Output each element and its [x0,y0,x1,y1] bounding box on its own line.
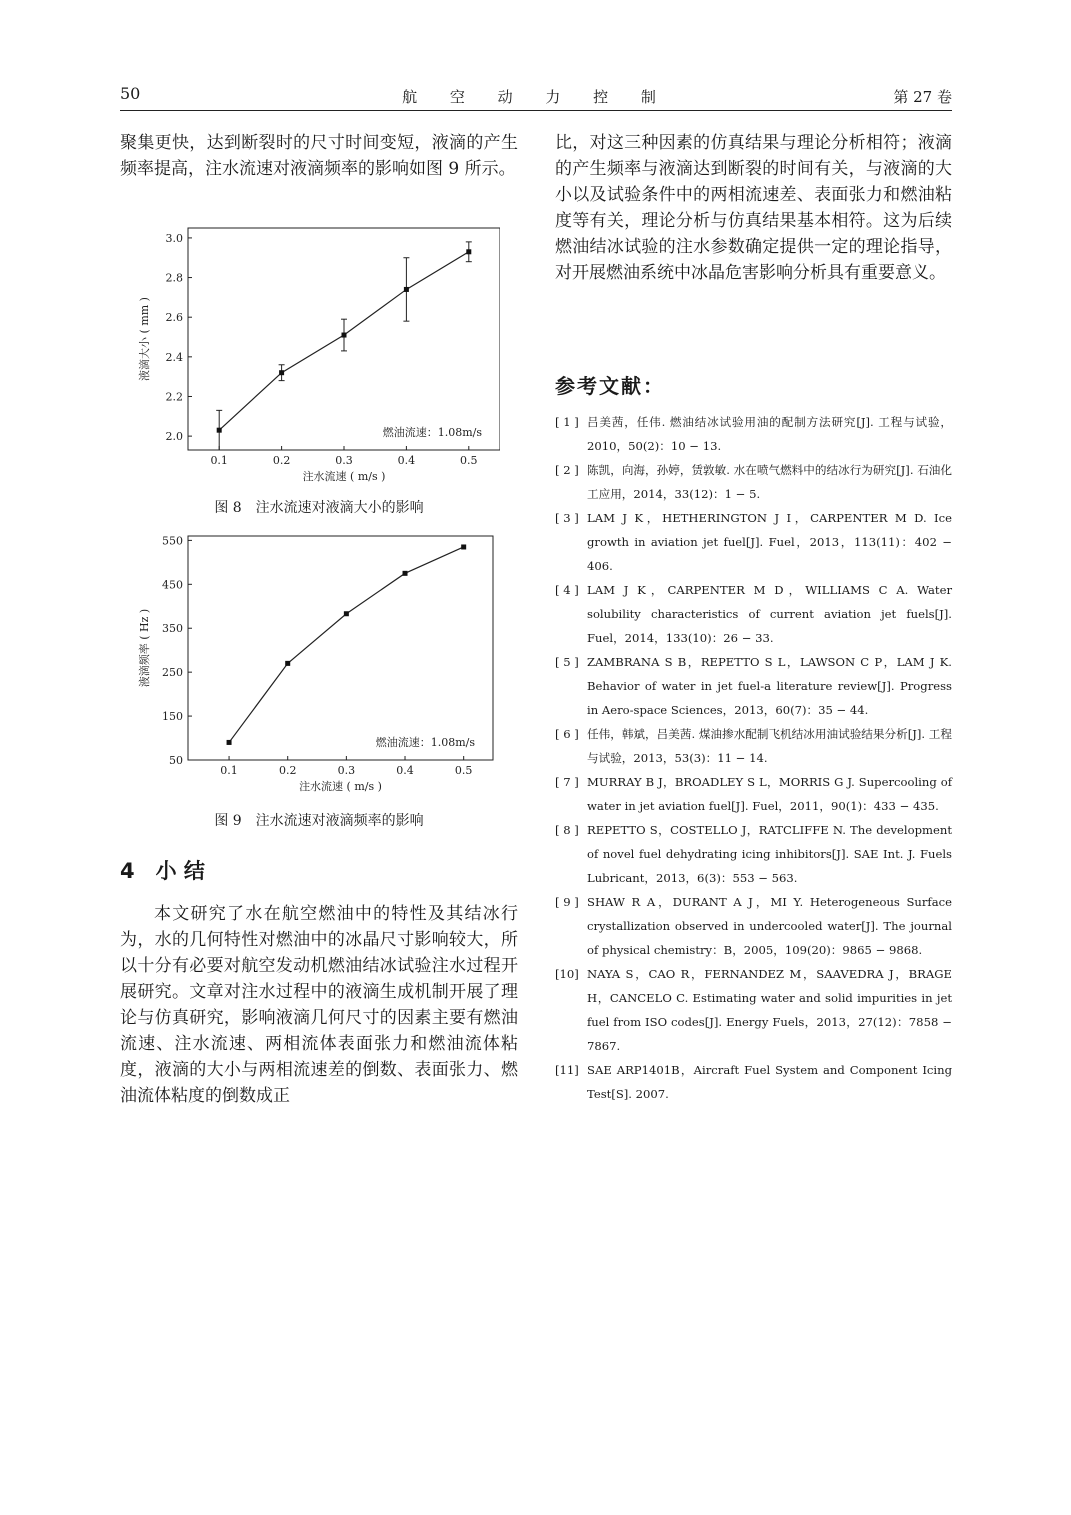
x-tick-label: 0.1 [210,454,228,467]
reference-text: SAE ARP1401B，Aircraft Fuel System and Component Icing Test[S]. 2007. [587,1063,952,1101]
figure-8-chart [130,220,500,490]
reference-item [555,890,952,962]
reference-item [555,506,952,578]
chart-annotation: 燃油流速：1.08m/s [375,736,475,749]
page-number: 50 [120,84,141,103]
reference-number: [ 2 ] [555,463,579,477]
left-top-paragraph: 聚集更快，达到断裂时的尺寸时间变短，液滴的产生频率提高，注水流速对液滴频率的影响如图 9 所示。 [120,133,518,179]
reference-text: ZAMBRANA S B，REPETTO S L，LAWSON C P，LAM J K. Behavior of water in jet fuel-a literature review[J]. Progress in Aero-space Sciences，2013，60(7)：35 − 44. [587,655,952,717]
reference-item [555,962,952,1058]
reference-text: LAM J K，CARPENTER M D，WILLIAMS C A. Water solubility characteristics of current aviation jet fuels[J]. Fuel，2014，133(10)：26 − 33. [587,583,952,645]
x-tick-label: 0.3 [335,454,353,467]
references-title: 参考文献： [555,374,665,398]
x-tick-label: 0.2 [278,764,297,777]
section-title: 4 小 结 [120,859,205,883]
reference-item [555,410,952,458]
data-point [285,661,290,666]
data-point [466,249,471,254]
reference-item [555,818,952,890]
data-point [461,544,466,549]
reference-text: 陈凯，向海，孙婷，赁敦敏. 水在喷气燃料中的结冰行为研究[J]. 石油化工应用，2014，33(12)：1 − 5. [587,463,952,501]
data-point [217,428,222,433]
page-header [120,84,952,111]
reference-number: [10] [555,967,579,981]
data-point [403,571,408,576]
reference-item [555,1058,952,1106]
data-point [279,370,284,375]
figure-9-chart [130,528,500,803]
chart-annotation: 燃油流速：1.08m/s [382,426,482,439]
reference-number: [ 6 ] [555,727,579,741]
data-point [344,611,349,616]
reference-number: [ 4 ] [555,583,579,597]
data-point [342,333,347,338]
reference-list [555,410,952,1106]
y-tick-label: 2.4 [165,350,183,364]
data-point [227,740,232,745]
reference-text: SHAW R A，DURANT A J，MI Y. Heterogeneous Surface crystallization observed in undercooled water[J]. The journal of physical chemistry：B，2005，109(20)：9865 − 9868. [587,895,952,957]
x-axis-label: 注水流速 ( m/s ) [299,780,382,793]
reference-number: [ 3 ] [555,511,579,525]
x-tick-label: 0.1 [220,764,238,777]
y-tick-label: 50 [169,754,183,767]
y-tick-label: 550 [162,534,183,548]
data-point [404,287,409,292]
reference-number: [ 5 ] [555,655,579,669]
reference-text: MURRAY B J，BROADLEY S L，MORRIS G J. Supercooling of water in jet aviation fuel[J]. Fuel，2011，90(1)：433 − 435. [587,775,952,813]
y-tick-label: 150 [162,710,183,724]
reference-item [555,770,952,818]
y-tick-label: 2.8 [165,271,183,285]
y-axis-label: 液滴频率 ( Hz ) [138,608,151,688]
reference-text: 吕美茜，任伟. 燃油结冰试验用油的配制方法研究[J]. 工程与试验，2010，50(2)：10 − 13. [587,415,952,453]
journal-title: 航 空 动 力 控 制 [402,88,670,106]
series-line [229,547,464,742]
reference-item [555,650,952,722]
right-top-paragraph: 比，对这三种因素的仿真结果与理论分析相符；液滴的产生频率与液滴达到断裂的时间有关，与液滴的大小以及试验条件中的两相流速差、表面张力和燃油粘度等有关，理论分析与仿真结果基本相符。这为后续燃油结冰试验的注水参数确定提供一定的理论指导，对开展燃油系统中冰晶危害影响分析具有重要意义。 [555,133,952,283]
x-tick-label: 0.3 [337,764,356,777]
reference-item [555,578,952,650]
reference-number: [ 7 ] [555,775,579,789]
reference-item [555,458,952,506]
x-axis-label: 注水流速 ( m/s ) [302,470,386,483]
x-tick-label: 0.4 [396,764,414,777]
reference-text: LAM J K，HETHERINGTON J I，CARPENTER M D. Ice growth in aviation jet fuel[J]. Fuel，2013，113(11)：402 − 406. [587,511,952,573]
y-tick-label: 2.2 [165,390,183,404]
x-tick-label: 0.5 [454,764,473,777]
x-tick-label: 0.4 [397,454,416,467]
y-tick-label: 3.0 [165,231,183,245]
volume-label: 第 27 卷 [893,88,952,106]
reference-text: NAYA S，CAO R，FERNANDEZ M，SAAVEDRA J，BRAGE H，CANCELO C. Estimating water and solid impurities in jet fuel from ISO codes[J]. Energy Fuels，2013，27(12)：7858 − 7867. [587,967,952,1053]
reference-item [555,722,952,770]
reference-number: [ 1 ] [555,415,579,429]
reference-number: [11] [555,1063,579,1077]
reference-number: [ 9 ] [555,895,579,909]
y-tick-label: 450 [162,578,183,592]
y-tick-label: 350 [162,622,183,636]
conclusion-paragraph: 本文研究了水在航空燃油中的特性及其结冰行为，水的几何特性对燃油中的冰晶尺寸影响较大，所以十分有必要对航空发动机燃油结冰试验注水过程开展研究。文章对注水过程中的液滴生成机制开展了理论与仿真研究，影响液滴几何尺寸的因素主要有燃油流速、注水流速、两相流体表面张力和燃油流体粘度，液滴的大小与两相流速差的倒数、表面张力、燃油流体粘度的倒数成正 [120,904,518,1106]
figure-8-caption: 图 8 注水流速对液滴大小的影响 [214,500,424,516]
reference-number: [ 8 ] [555,823,579,837]
x-tick-label: 0.2 [272,454,291,467]
y-axis-label: 液滴大小 ( mm ) [138,297,151,381]
figure-9-caption: 图 9 注水流速对液滴频率的影响 [214,813,424,829]
reference-text: 任伟，韩斌，吕美茜. 煤油掺水配制飞机结冰用油试验结果分析[J]. 工程与试验，2013，53(3)：11 − 14. [587,727,952,765]
y-tick-label: 2.6 [165,311,183,325]
y-tick-label: 2.0 [165,430,183,444]
reference-text: REPETTO S，COSTELLO J，RATCLIFFE N. The development of novel fuel dehydrating icing inhibitors[J]. SAE Int. J. Fuels Lubricant，2013，6(3)：553 − 563. [587,823,952,885]
x-tick-label: 0.5 [460,454,478,467]
plot-frame [188,536,493,760]
y-tick-label: 250 [162,666,183,680]
